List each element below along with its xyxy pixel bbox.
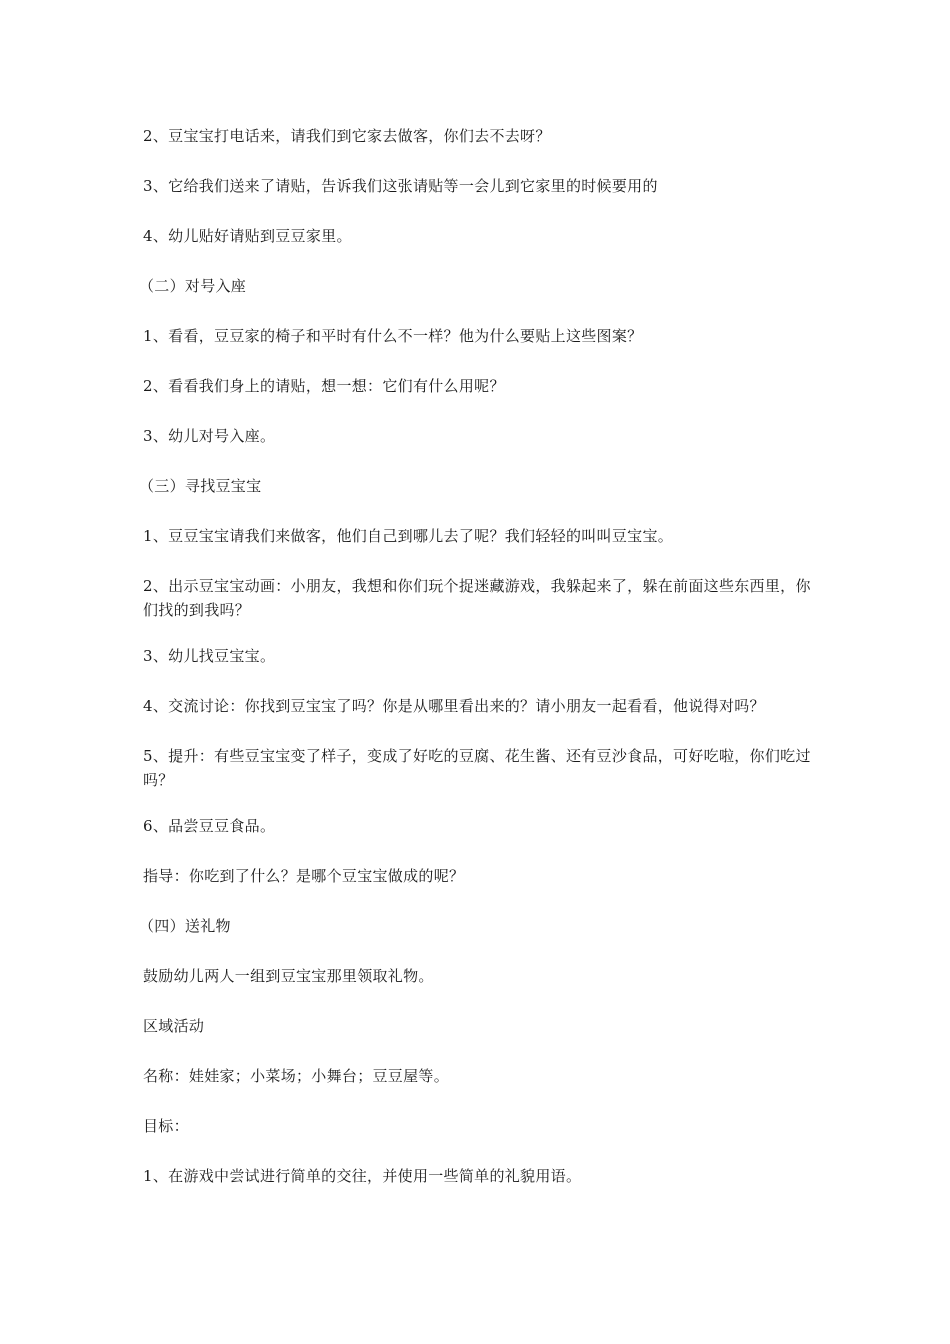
section-heading: （四）送礼物 [139, 917, 231, 935]
section-heading: （二）对号入座 [139, 277, 247, 295]
paragraph: 2、豆宝宝打电话来，请我们到它家去做客，你们去不去呀？ [143, 127, 551, 145]
paragraph: 2、看看我们身上的请贴，想一想：它们有什么用呢？ [143, 377, 505, 395]
section-title: 区域活动 [143, 1017, 205, 1035]
paragraph: 目标： [143, 1117, 189, 1135]
paragraph: 指导：你吃到了什么？是哪个豆宝宝做成的呢？ [143, 867, 465, 885]
paragraph: 3、幼儿对号入座。 [143, 427, 276, 445]
paragraph: 6、品尝豆豆食品。 [143, 817, 276, 835]
paragraph: 5、提升：有些豆宝宝变了样子，变成了好吃的豆腐、花生酱、还有豆沙食品，可好吃啦，你们吃过吗？ [143, 747, 811, 789]
document-body [139, 124, 823, 1214]
paragraph: 鼓励幼儿两人一组到豆宝宝那里领取礼物。 [143, 967, 434, 985]
paragraph: 1、在游戏中尝试进行简单的交往，并使用一些简单的礼貌用语。 [143, 1167, 582, 1185]
paragraph: 1、豆豆宝宝请我们来做客，他们自己到哪儿去了呢？我们轻轻的叫叫豆宝宝。 [143, 527, 674, 545]
section-heading: （三）寻找豆宝宝 [139, 477, 262, 495]
paragraph: 2、出示豆宝宝动画：小朋友，我想和你们玩个捉迷藏游戏，我躲起来了，躲在前面这些东西里，你们找的到我吗？ [143, 577, 811, 619]
paragraph: 4、幼儿贴好请贴到豆豆家里。 [143, 227, 352, 245]
paragraph: 4、交流讨论：你找到豆宝宝了吗？你是从哪里看出来的？请小朋友一起看看，他说得对吗？ [143, 697, 765, 715]
paragraph: 1、看看，豆豆家的椅子和平时有什么不一样？他为什么要贴上这些图案？ [143, 327, 643, 345]
paragraph: 3、它给我们送来了请贴，告诉我们这张请贴等一会儿到它家里的时候要用的 [143, 177, 658, 195]
paragraph: 名称：娃娃家；小菜场；小舞台；豆豆屋等。 [143, 1067, 450, 1085]
paragraph: 3、幼儿找豆宝宝。 [143, 647, 276, 665]
